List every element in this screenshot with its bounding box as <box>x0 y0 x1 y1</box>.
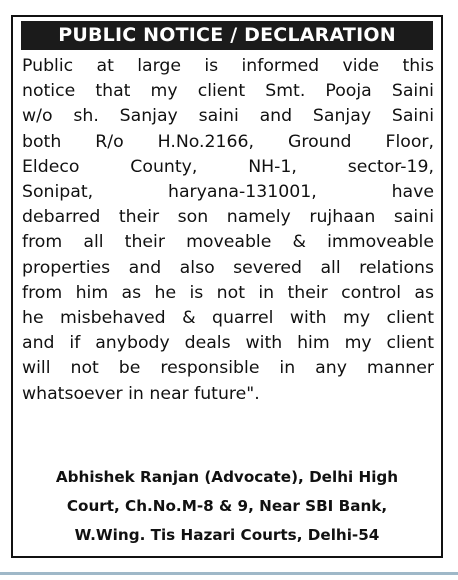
notice-body-line: both R/o H.No.2166, Ground Floor, <box>22 131 434 152</box>
signature-line: Court, Ch.No.M-8 & 9, Near SBI Bank, <box>66 497 388 515</box>
notice-body-line: will not be responsible in any manner <box>22 358 434 379</box>
notice-body-line: w/o sh. Sanjay saini and Sanjay Saini <box>22 106 434 127</box>
notice-body-line: he misbehaved & quarrel with my client <box>22 308 434 329</box>
signature-line: W.Wing. Tis Hazari Courts, Delhi-54 <box>74 526 380 544</box>
notice-body-line: properties and also severed all relations <box>22 257 434 278</box>
notice-body-line: notice that my client Smt. Pooja Saini <box>22 81 434 102</box>
notice-body-line: from all their moveable & immoveable <box>22 232 434 253</box>
signature-line: Abhishek Ranjan (Advocate), Delhi High <box>55 468 399 486</box>
bottom-divider <box>0 572 458 575</box>
notice-body-line: debarred their son namely rujhaan saini <box>22 207 434 228</box>
notice-body-line: Sonipat, haryana-131001, have <box>22 182 434 203</box>
notice-body-line: Public at large is informed vide this <box>22 56 434 76</box>
public-notice-box <box>11 15 443 558</box>
notice-body-line: from him as he is not in their control as <box>22 282 434 303</box>
notice-body-line: and if anybody deals with him my client <box>22 333 434 354</box>
notice-body-line: whatsoever in near future". <box>22 383 260 404</box>
notice-body-line: Eldeco County, NH-1, sector-19, <box>22 156 434 177</box>
notice-heading: PUBLIC NOTICE / DECLARATION <box>21 21 433 50</box>
advocate-signature-block <box>17 463 437 550</box>
notice-body <box>22 54 434 407</box>
